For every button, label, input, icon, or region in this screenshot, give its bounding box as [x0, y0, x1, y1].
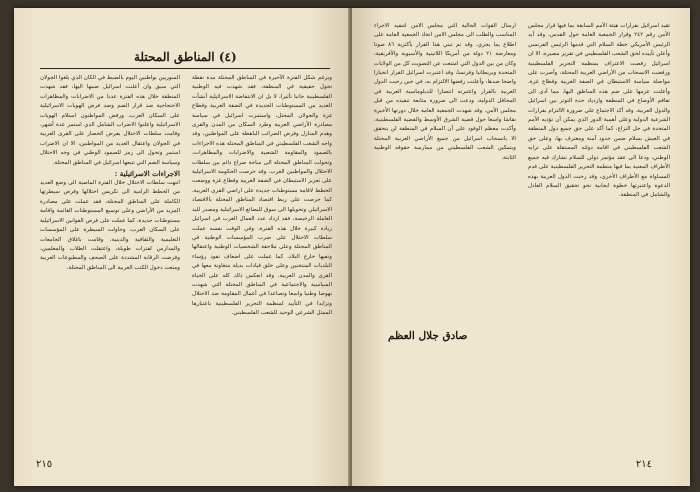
paragraph: تقيد اسرائيل بقرارات هيئة الأمم السابقة بما فيها قرار مجلس الأمن رقم ٢٤٢ وقرار الجمعية العامة حول القدس، وقد أيد الرئيس الأمريكي خطة السلام التي قدمها الرئيس الفرنسي وأعلن تأييده لحق الشعب الفلسطيني في تقرير مصيره، الا ان اسرائيل رفضت الاعتراف بمنظمة التحرير الفلسطينية ورفضت الانسحاب من الأراضي العربية المحتلة، وأصرت على مواصلة سياسة الاستيطان في الضفة الغربية وقطاع غزة، وأعلنت عزمها على ضم هذه المناطق اليها، مما أدى الى تفاقم الأوضاع في المنطقة وازدياد حدة التوتر بين اسرائيل والدول العربية. وقد أكد الاجتماع على ضرورة الالتزام بقرارات الشرعية الدولية وعلى أهمية الدور الذي يمكن أن تؤديه الأمم المتحدة في حل النزاع، كما أكد على حق جميع دول المنطقة في العيش بسلام ضمن حدود آمنة ومعترف بها، وعلى حق الشعب الفلسطيني في اقامة دولته المستقلة على ترابه الوطني، ودعا الى عقد مؤتمر دولي للسلام تشارك فيه جميع الأطراف المعنية بما فيها منظمة التحرير الفلسطينية على قدم المساواة مع الأطراف الأخرى، وقد رحبت الدول العربية بهذه الدعوة واعتبرتها خطوة ايجابية نحو تحقيق السلام العادل والشامل في المنطقة. [528, 23, 670, 199]
text-column-left [374, 22, 516, 322]
paragraph: ارسال القوات الحالية التي مجلس الامن لتنفيذ الاجراء المناسب والطلب الى مجلس الامن اتخاذ الجمعية العامة على اطلاع بما يجري، وقد تم تبني هذا القرار بأكثرية ٨٦ صوتا ومعارضة ٢١ دولة من أمريكا اللاتينية والأسيوية والأفريقية، وكان من بين الدول التي امتنعت عن التصويت كل من الولايات المتحدة وبريطانيا وفرنسا، وقد اعتبرت اسرائيل القرار انحيازا واضحا ضدها، وأعلنت رفضها الالتزام به، في حين رحبت الدول العربية بالقرار واعتبرته انتصارا للدبلوماسية العربية في المحافل الدولية، ودعت الى ضرورة متابعة تنفيذه من قبل مجلس الأمن. وقد شهدت الجمعية العامة خلال دورتها الأخيرة نقاشا واسعا حول قضية الشرق الأوسط والقضية الفلسطينية، وأكدت معظم الوفود على أن السلام في المنطقة لن يتحقق الا بانسحاب اسرائيل من جميع الأراضي العربية المحتلة وبتمكين الشعب الفلسطيني من ممارسة حقوقه الوطنية الثابتة. [374, 23, 516, 161]
right-page [352, 8, 690, 486]
page-number: ٢١٤ [635, 459, 652, 470]
paragraph: وبرغم شكل الفترة الأخيرة في المناطق المحتلة مدة نقطة تحول حقيقية في المنطقة، فقد شهدت فيه الوطنية الفلسطينية جانبا تأثيرا، لا بل ان الانتفاضة الاسرائيلية أنشأت العديد من المستوطنات الجديدة في الضفة الغربية وقطاع غزة والجولان المحتل، واستمرت اسرائيل في سياسة مصادرة الأراضي العربية وطرد السكان من المدن والقرى وهدم المنازل وفرض الضرائب الباهظة على المواطنين، وقد واجه الشعب الفلسطيني في المناطق المحتلة هذه الاجراءات بالصمود والمقاومة الشعبية والاضرابات والمظاهرات، وتحولت المناطق المحتلة الى ساحة صراع دائم بين سلطات الاحتلال والمواطنين العرب. وقد حرصت الحكومة الاسرائيلية على تعزيز الاستيطان في الضفة الغربية وقطاع غزة ووضعت الخطط لاقامة مستوطنات جديدة على اراضي القرى العربية، كما حرصت على ربط اقتصاد المناطق المحتلة بالاقتصاد الاسرائيلي وتحويلها الى سوق للبضائع الاسرائيلية ومصدر لليد العاملة الرخيصة، فقد ازداد عدد العمال العرب في اسرائيل زيادة كبيرة خلال هذه الفترة، وفي الوقت نفسه عملت سلطات الاحتلال على ضرب المؤسسات الوطنية في المناطق المحتلة وعلى ملاحقة الشخصيات الوطنية واعتقالها ونفيها خارج البلاد، كما عملت على اضعاف نفوذ رؤساء البلديات المنتخبين وعلى خلق قيادات بديلة متعاونة معها في القرى والمدن العربية. وقد انعكس ذلك كله على الحياة السياسية والاجتماعية في المناطق المحتلة التي شهدت نهوضا وطنيا واسعا وتصاعدا في أعمال المقاومة ضد الاحتلال وتزايدا في التأييد لمنظمة التحرير الفلسطينية باعتبارها الممثل الشرعي الوحيد للشعب الفلسطيني. [192, 75, 332, 317]
paragraph: انتهت سلطات الاحتلال خلال الفترة الماضية الى وضع العديد من الخطط الرامية الى تكريس احتلالها وفرض سيطرتها الكاملة على المناطق المحتلة، فقد عملت على مصادرة المزيد من الأراضي وعلى توسيع المستوطنات القائمة واقامة مستوطنات جديدة، كما عملت على فرض القوانين الاسرائيلية على السكان العرب، وحاولت السيطرة على المؤسسات التعليمية والثقافية والدينية، وقامت باغلاق الجامعات والمدارس لفترات طويلة، واعتقلت الطلاب والمعلمين، وفرضت الرقابة المشددة على الصحف والمطبوعات العربية ومنعت دخول الكتب العربية الى المناطق المحتلة. [40, 180, 180, 271]
section-header: (٤) المناطق المحتلة [134, 50, 237, 64]
subheading: الاجراءات الاسرائيلية : [114, 169, 180, 179]
paragraph: السوريين بواطنين اليوم بالضبط في الكان الذي بلغوا الجولان التي سبق وان أعلنت اسرائيل ضمها اليها، فقد شهدت المنطقة خلال هذه الفترة عددا من الاضرابات والمظاهرات الاحتجاجية ضد قرار الضم وضد فرض الهويات الاسرائيلية على السكان العرب، ورفض المواطنون استلام الهويات الاسرائيلية واعلنوا الاضراب الشامل الذي استمر عدة أشهر، وقامت سلطات الاحتلال بفرض الحصار على القرى العربية في الجولان واعتقال العديد من المواطنين، الا ان الاضراب استمر وتحول الى رمز للصمود الوطني في وجه الاحتلال وسياسة الضم التي تتبعها اسرائيل في المناطق المحتلة. [40, 75, 180, 166]
left-page [14, 8, 350, 486]
book-spread [14, 8, 690, 486]
text-column-right [192, 74, 332, 446]
author-signature: صادق جلال العظم [388, 330, 468, 342]
text-column-left [40, 74, 180, 446]
header-rule [40, 68, 330, 69]
text-column-right [528, 22, 670, 450]
page-number: ٢١٥ [36, 459, 53, 470]
